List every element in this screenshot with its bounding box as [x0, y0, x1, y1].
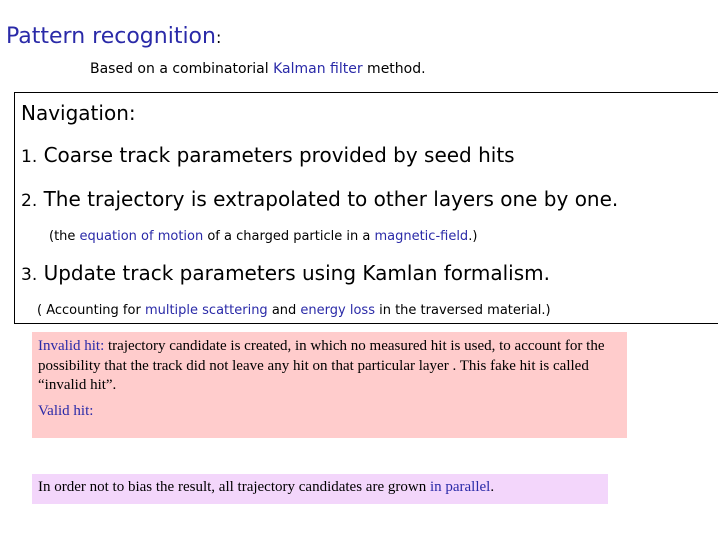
parallel-suffix: .	[490, 479, 495, 495]
title-colon: :	[215, 28, 222, 47]
note-1-suffix: .)	[468, 229, 478, 244]
note-2-prefix: ( Accounting for	[37, 303, 145, 318]
step-3-text: Update track parameters using Kamlan formalism.	[37, 261, 550, 285]
invalid-hit-text: trajectory candidate is created, in which no measured hit is used, to account for the possibility that the track did not leave any hit on that particular layer . This fake hit is called “invalid hit”.	[38, 338, 605, 393]
note-1-highlight-1: equation of motion	[79, 229, 204, 244]
parallel-highlight: in parallel	[429, 479, 491, 495]
step-2-text: The trajectory is extrapolated to other layers one by one.	[37, 187, 619, 211]
step-3-note	[37, 303, 551, 318]
slide-title	[6, 24, 221, 49]
note-2-mid: and	[267, 303, 301, 318]
note-2-suffix: in the traversed material.)	[374, 303, 551, 318]
subtitle-highlight: Kalman filter	[273, 61, 363, 77]
note-1-highlight-2: magnetic-field	[374, 229, 469, 244]
step-3-number: 3.	[21, 265, 38, 285]
invalid-hit-label: Invalid hit:	[38, 338, 105, 354]
step-1-text: Coarse track parameters provided by seed hits	[37, 143, 515, 167]
note-2-highlight-2: energy loss	[300, 303, 375, 318]
step-2	[21, 187, 618, 211]
step-3	[21, 261, 550, 285]
subtitle-prefix: Based on a combinatorial	[90, 61, 274, 77]
step-1-number: 1.	[21, 147, 38, 167]
subtitle	[90, 61, 426, 77]
subtitle-suffix: method.	[362, 61, 426, 77]
parallel-prefix: In order not to bias the result, all trajectory candidates are grown	[38, 479, 430, 495]
parallel-box	[32, 474, 608, 504]
note-1-prefix: (the	[49, 229, 80, 244]
navigation-heading: Navigation:	[21, 101, 136, 125]
note-1-mid: of a charged particle in a	[203, 229, 375, 244]
invalid-hit-paragraph	[38, 337, 621, 396]
valid-hit-label: Valid hit:	[38, 402, 94, 419]
note-2-highlight-1: multiple scattering	[144, 303, 268, 318]
navigation-box	[14, 92, 718, 324]
step-1	[21, 143, 515, 167]
step-2-number: 2.	[21, 191, 38, 211]
step-2-note	[49, 229, 477, 244]
invalid-hit-box	[32, 332, 627, 438]
title-text: Pattern recognition	[6, 24, 216, 49]
